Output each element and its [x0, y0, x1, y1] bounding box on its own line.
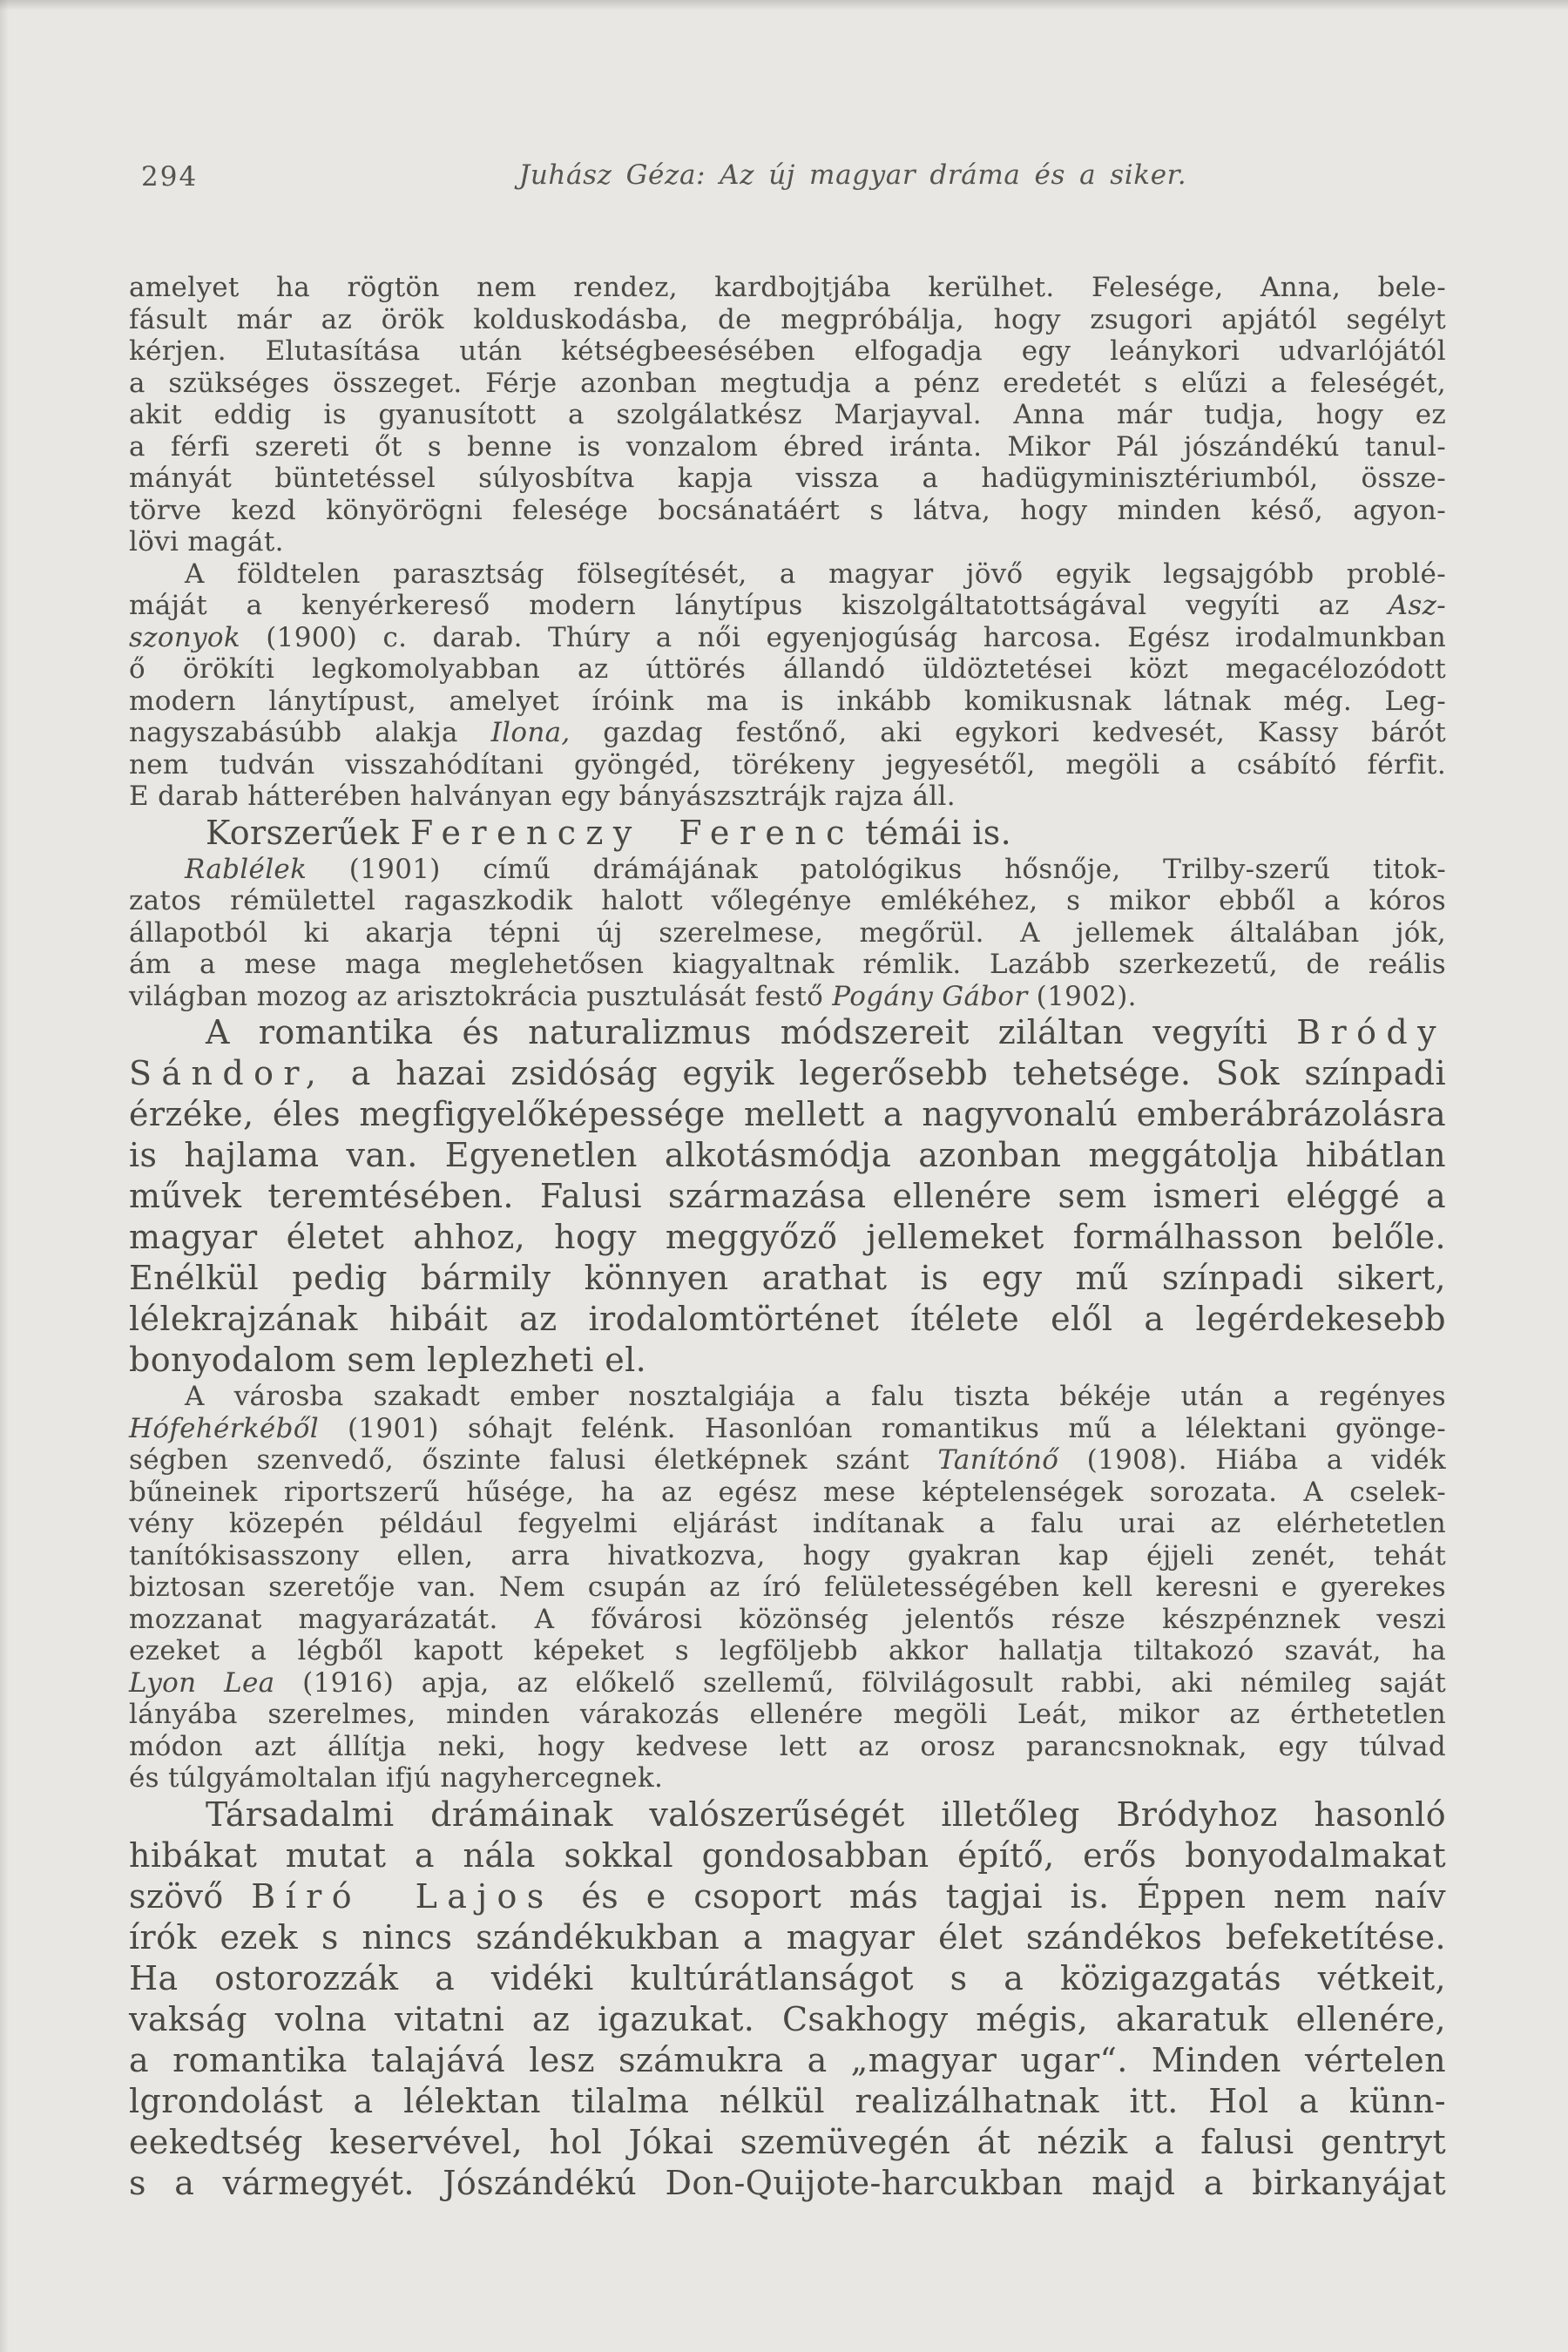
text-line: [129, 1012, 1446, 1053]
text-segment: (1908). Hiába a vidék: [1058, 1444, 1447, 1476]
header-title: Juhász Géza: Az új magyar dráma és a siker.: [518, 159, 1187, 191]
text-line: [129, 717, 1446, 749]
text-segment: a férfi szereti őt s benne is vonzalom ébred iránta. Mikor Pál jószándékú tanul-: [129, 430, 1446, 463]
work-title: szonyok: [129, 621, 241, 653]
text-segment: amelyet ha rögtön nem rendez, kardbojtjába kerülhet. Felesége, Anna, bele-: [129, 272, 1446, 303]
text-line: [129, 590, 1446, 622]
author-name: Sándor,: [129, 1054, 327, 1092]
text-segment: A romantika és naturalizmus módszereit ziláltan vegyíti: [206, 1013, 1297, 1051]
text-segment: a hazai zsidóság egyik legerősebb tehetsége. Sok színpadi: [326, 1054, 1446, 1092]
work-title: Tanítónő: [937, 1444, 1059, 1476]
author-name: Bíró Lajos: [251, 1876, 554, 1916]
text-line: [129, 368, 1446, 400]
text-segment: nem tudván visszahódítani gyöngéd, törékeny jegyesétől, megöli a csábító férfit.: [129, 748, 1446, 781]
text-segment: lányába szerelmes, minden várakozás ellenére megöli Leát, mikor az érthetetlen: [129, 1699, 1446, 1730]
paragraph: [129, 272, 1446, 558]
text-line: [129, 749, 1446, 781]
text-segment: ő örökíti legkomolyabban az úttörés állandó üldöztetései közt megacélozódott: [129, 653, 1446, 685]
text-line: [129, 1958, 1446, 1999]
text-line: [129, 653, 1446, 686]
text-segment: modern lánytípust, amelyet íróink ma is inkább komikusnak látnak még. Leg-: [129, 685, 1446, 717]
text-line: [129, 1444, 1446, 1477]
running-header: [129, 159, 1446, 199]
text-line: [129, 981, 1446, 1013]
text-line: [129, 1762, 1446, 1794]
text-line: [129, 854, 1446, 886]
paragraph: [129, 1794, 1446, 2204]
text-segment: E darab hátterében halványan egy bányászsztrájk rajza áll.: [129, 781, 956, 812]
text-segment: művek teremtésében. Falusi származása ellenére sem ismeri eléggé a: [129, 1177, 1446, 1215]
text-line: [129, 1917, 1446, 1958]
text-line: [129, 1299, 1446, 1340]
text-segment: módon azt állítja neki, hogy kedvese lett az orosz parancsnoknak, egy túlvad: [129, 1730, 1446, 1762]
text-line: [129, 1508, 1446, 1540]
text-segment: a szükséges összeget. Férje azonban megtudja a pénz eredetét s elűzi a feleségét,: [129, 367, 1446, 399]
text-segment: A városba szakadt ember nosztalgiája a falu tiszta békéje után a regényes: [185, 1381, 1446, 1412]
text-segment: ám a mese maga meglehetősen kiagyaltnak rémlik. Lazább szerkezetű, de reális: [129, 949, 1446, 980]
text-line: [129, 2081, 1446, 2122]
text-segment: eekedtség keservével, hol Jókai szemüvegén át nézik a falusi gentryt: [129, 2122, 1446, 2161]
text-line: [129, 1381, 1446, 1413]
paragraph: [129, 813, 1446, 854]
text-segment: Ha ostorozzák a vidéki kultúrátlanságot s a közigazgatás vétkeit,: [129, 1958, 1446, 1997]
text-segment: (1901) című drámájának patológikus hősnője, Trilby-szerű titok-: [307, 853, 1446, 885]
text-segment: nagyszabásúbb alakja: [129, 717, 491, 748]
work-title: Hófehérkéből: [129, 1412, 319, 1444]
text-line: [129, 558, 1446, 591]
text-segment: Társadalmi drámáinak valószerűségét illetőleg Bródyhoz hasonló: [206, 1794, 1446, 1834]
text-line: [129, 495, 1446, 527]
text-line: [129, 1571, 1446, 1604]
text-segment: A földtelen parasztság fölsegítését, a magyar jövő egyik legsajgóbb problé-: [185, 558, 1446, 590]
text-segment: biztosan szeretője van. Nem csupán az író felületességében kell keresni e gyerekes: [129, 1571, 1446, 1603]
text-segment: akit eddig is gyanusított a szolgálatkész Marjayval. Anna már tudja, hogy ez: [129, 399, 1446, 430]
paragraph: [129, 1012, 1446, 1381]
text-segment: és túlgyámoltalan ifjú nagyhercegnek.: [129, 1762, 664, 1794]
text-line: [129, 813, 1446, 854]
text-segment: és e csoport más tagjai is. Éppen nem naív: [553, 1876, 1446, 1916]
text-line: [129, 686, 1446, 718]
text-line: [129, 1340, 1446, 1381]
text-segment: máját a kenyérkereső modern lánytípus kiszolgáltatottságával vegyíti az: [129, 590, 1389, 621]
text-line: [129, 2122, 1446, 2163]
text-line: [129, 1540, 1446, 1572]
text-line: [129, 463, 1446, 495]
text-line: [129, 1731, 1446, 1763]
text-line: [129, 2040, 1446, 2081]
text-segment: szövő: [129, 1876, 252, 1916]
text-segment: fásult már az örök kolduskodásba, de megpróbálja, hogy zsugori apjától segélyt: [129, 303, 1446, 335]
text-segment: törve kezd könyörögni felesége bocsánatáért s látva, hogy minden késő, agyon-: [129, 494, 1446, 526]
text-line: [129, 1794, 1446, 1835]
text-segment: Korszerűek: [206, 813, 410, 852]
page-number: 294: [141, 161, 199, 193]
text-segment: lövi magát.: [129, 526, 284, 558]
author-name: Bródy: [1296, 1013, 1446, 1051]
text-line: [129, 1217, 1446, 1258]
text-segment: mányát büntetéssel súlyosbítva kapja vissza a hadügyminisztériumból, össze-: [129, 463, 1446, 494]
text-line: [129, 622, 1446, 654]
text-segment: írók ezek s nincs szándékukban a magyar élet szándékos befeketítése.: [129, 1917, 1446, 1957]
paragraph: [129, 1381, 1446, 1794]
text-segment: lgrondolást a lélektan tilalma nélkül realizálhatnak itt. Hol a künn-: [129, 2081, 1446, 2120]
text-line: [129, 1604, 1446, 1636]
text-segment: lélekrajzának hibáit az irodalomtörténet ítélete elől a legérdekesebb: [129, 1300, 1446, 1338]
text-line: [129, 1258, 1446, 1299]
text-segment: világban mozog az arisztokrácia pusztulását festő: [129, 980, 833, 1012]
work-title: Rablélek: [185, 853, 308, 885]
text-segment: (1916) apja, az előkelő szellemű, fölvilágosult rabbi, aki némileg saját: [274, 1666, 1446, 1699]
text-segment: (1901) sóhajt felénk. Hasonlóan romantikus mű a lélektani gyönge-: [318, 1412, 1446, 1444]
text-segment: ezeket a légből kapott képeket s legföljebb akkor hallatja tiltakozó szavát, ha: [129, 1635, 1446, 1666]
text-line: [129, 917, 1446, 950]
paragraph: [129, 854, 1446, 1013]
text-segment: bűneinek riportszerű hűsége, ha az egész mese képtelenségek sorozata. A cselek-: [129, 1476, 1446, 1508]
text-segment: állapotból ki akarja tépni új szerelmese, megőrül. A jellemek általában jók,: [129, 916, 1446, 949]
text-segment: témái is.: [854, 813, 1012, 852]
text-line: [129, 1053, 1446, 1094]
text-line: [129, 431, 1446, 463]
text-line: [129, 304, 1446, 336]
text-line: [129, 1635, 1446, 1667]
text-segment: érzéke, éles megfigyelőképessége mellett a nagyvonalú emberábrázolásra: [129, 1095, 1446, 1133]
text-line: [129, 1477, 1446, 1509]
text-line: [129, 526, 1446, 558]
text-line: [129, 1999, 1446, 2040]
text-segment: (1902).: [1027, 980, 1137, 1012]
text-segment: a romantika talajává lesz számukra a „magyar ugar“. Minden vértelen: [129, 2040, 1446, 2079]
text-line: [129, 335, 1446, 368]
text-segment: mozzanat magyarázatát. A fővárosi közönség jelentős része készpénznek veszi: [129, 1603, 1446, 1635]
work-title: Lyon Lea: [129, 1666, 275, 1699]
text-segment: (1900) c. darab. Thúry a női egyenjogúság harcosa. Egész irodalmunkban: [240, 621, 1446, 653]
text-line: [129, 781, 1446, 813]
text-line: [129, 399, 1446, 431]
text-line: [129, 1876, 1446, 1917]
text-segment: zatos rémülettel ragaszkodik halott vőlegénye emlékéhez, s mikor ebből a kóros: [129, 885, 1446, 916]
work-title: Pogány Gábor: [832, 980, 1028, 1012]
text-segment: magyar életet ahhoz, hogy meggyőző jellemeket formálhasson belőle.: [129, 1218, 1446, 1256]
text-line: [129, 1135, 1446, 1176]
text-line: [129, 1176, 1446, 1217]
text-line: [129, 1835, 1446, 1876]
text-line: [129, 2163, 1446, 2204]
text-line: [129, 1667, 1446, 1700]
text-line: [129, 1413, 1446, 1445]
author-name: Ferenczy Ferenc: [409, 813, 855, 852]
text-segment: Enélkül pedig bármily könnyen arathat is egy mű színpadi sikert,: [129, 1259, 1446, 1297]
text-line: [129, 1699, 1446, 1731]
text-line: [129, 885, 1446, 917]
text-segment: bonyodalom sem leplezheti el.: [129, 1341, 647, 1379]
work-title: Asz-: [1388, 590, 1446, 621]
text-segment: kérjen. Elutasítása után kétségbeesésében elfogadja egy leánykori udvarlójától: [129, 335, 1446, 367]
text-line: [129, 949, 1446, 981]
text-segment: vény közepén például fegyelmi eljárást indítanak a falu urai az elérhetetlen: [129, 1508, 1446, 1539]
text-block: [129, 272, 1446, 2204]
text-segment: is hajlama van. Egyenetlen alkotásmódja azonban meggátolja hibátlan: [129, 1136, 1446, 1174]
text-line: [129, 1094, 1446, 1135]
work-title: Ilona,: [490, 717, 571, 748]
text-segment: hibákat mutat a nála sokkal gondosabban építő, erős bonyodalmakat: [129, 1835, 1446, 1875]
text-segment: tanítókisasszony ellen, arra hivatkozva, hogy gyakran kap éjjeli zenét, tehát: [129, 1539, 1446, 1571]
text-segment: ségben szenvedő, őszinte falusi életképnek szánt: [129, 1444, 938, 1476]
text-segment: gazdag festőnő, aki egykori kedvesét, Kassy bárót: [570, 717, 1446, 748]
text-line: [129, 272, 1446, 304]
paragraph: [129, 558, 1446, 813]
text-segment: vakság volna vitatni az igazukat. Csakhogy mégis, akaratuk ellenére,: [129, 1999, 1446, 2038]
text-segment: s a vármegyét. Jószándékú Don-Quijote-harcukban majd a birkanyájat: [129, 2163, 1446, 2202]
